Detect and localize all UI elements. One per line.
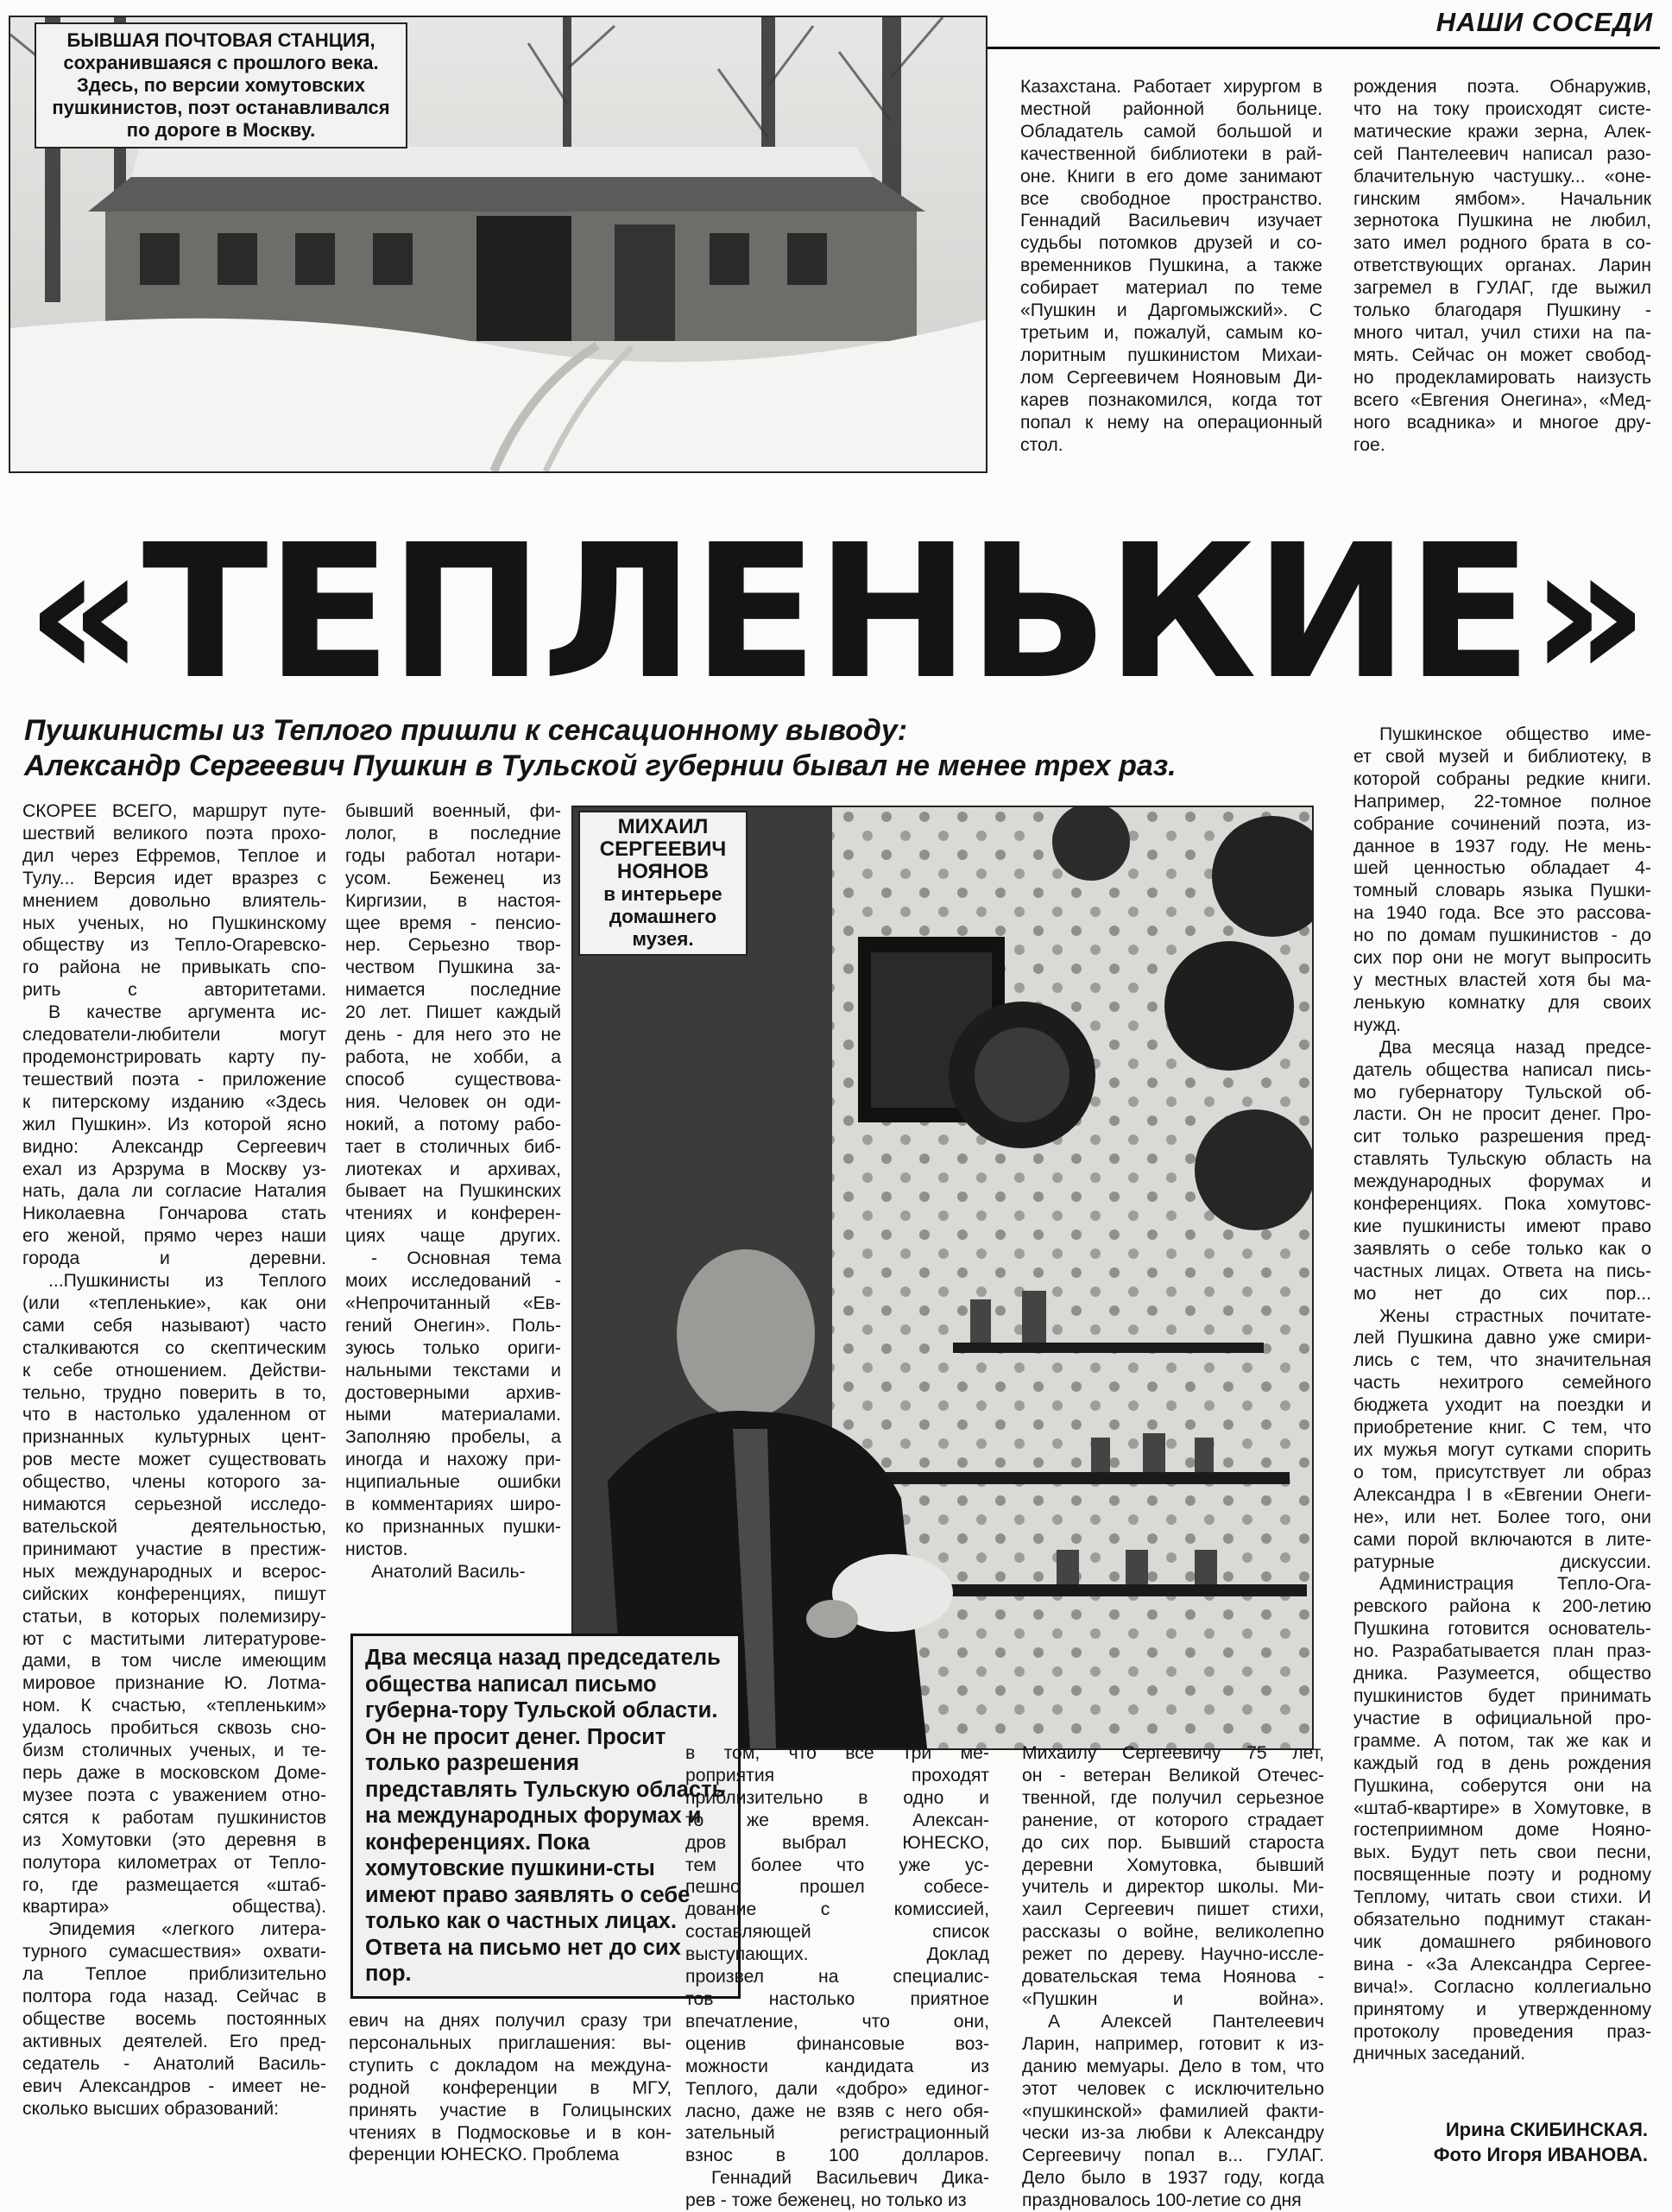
text-line: персональных приглашения: вы- (349, 2032, 672, 2053)
text-line: Дело было в 1937 году, когда (1022, 2168, 1324, 2189)
text-line: города и деревни. (22, 1248, 326, 1269)
text-line: ревского района к 200-летию (1353, 1596, 1651, 1617)
text-line: «пушкинской» фамилией факти- (1022, 2101, 1324, 2121)
text-line: все свободное пространство. (1020, 188, 1322, 209)
text-line: то же время. Алексан- (685, 1810, 989, 1830)
text-line: гений Онегин». Поль- (345, 1315, 561, 1336)
text-line: гинским ямбом». Начальник (1353, 188, 1651, 209)
text-line: Обладатель самой большой и (1020, 121, 1322, 142)
text-line: нимаются серьезной исследо- (22, 1495, 326, 1515)
lead-line: Александр Сергеевич Пушкин в Тульской губернии бывал не менее трех раз. (24, 749, 1177, 782)
text-line: матические кражи зерна, Алек- (1353, 121, 1651, 142)
text-line: карев познакомился, когда тот (1020, 389, 1322, 410)
photo-postal-station (9, 16, 987, 473)
text-line: достоверными архив- (345, 1382, 561, 1403)
text-line: обществу из Тепло-Огаревско- (22, 935, 326, 956)
text-line: праздновалось 100-летие со дня (1022, 2190, 1302, 2211)
text-line: Казахстана. Работает хирургом в (1020, 77, 1322, 97)
text-line: работа, не хобби, а (345, 1046, 561, 1067)
text-line: сийских конференциях, пишут (22, 1583, 326, 1604)
text-line: дование с комиссией, (685, 1899, 989, 1920)
text-line: много читал, учил стихи на па- (1353, 322, 1651, 343)
text-line: гостеприимном доме Нояно- (1353, 1820, 1651, 1841)
text-line: он - ветеран Великой Отечес- (1022, 1765, 1324, 1785)
text-line: взнос в 100 долларов. (685, 2146, 989, 2166)
text-line: нокий, а потому рабо- (345, 1114, 561, 1134)
text-line: кие пушкинисты имеют право (1353, 1216, 1651, 1236)
text-line: обязательно поднимут стакан- (1353, 1910, 1651, 1931)
text-line: этот человек с исключительно (1022, 2078, 1324, 2099)
text-line: Теплому, читать свои стихи. И (1353, 1887, 1651, 1908)
text-line: ступить с докладом на междуна- (349, 2055, 672, 2076)
text-line: конференциях. Пока хомутовс- (1353, 1194, 1651, 1215)
text-line: ференции ЮНЕСКО. Проблема (349, 2145, 620, 2165)
text-line: всего «Евгения Онегина», «Мед- (1353, 389, 1651, 410)
text-line: «штаб-квартире» в Хомутовке, в (1353, 1798, 1651, 1818)
text-line: щее время - пенсио- (345, 913, 561, 933)
text-line: к себе отношением. Действи- (22, 1360, 326, 1381)
text-line: «Непрочитанный «Ев- (345, 1292, 561, 1313)
text-line: лись с тем, что значительная (1353, 1350, 1651, 1371)
text-line: полтора года назад. Сейчас в (22, 1987, 326, 2007)
text-line: чтениях и конферен- (345, 1204, 561, 1224)
text-line: их мужья могут сутками спорить (1353, 1440, 1651, 1460)
text-line: вательской деятельностью, (22, 1517, 326, 1537)
text-line: го, где размещается «штаб- (22, 1874, 326, 1895)
text-line: лолог, в последние (345, 823, 561, 844)
lead-subtitle (24, 713, 1353, 784)
text-line: участие в официальной про- (1353, 1708, 1651, 1729)
text-line: принимают участие в престиж- (22, 1539, 326, 1559)
text-line: твенной, где получил серьезное (1022, 1787, 1324, 1808)
text-line: гое. (1353, 434, 1385, 455)
text-line: ных ученых, но Пушкинскому (22, 913, 326, 933)
byline (1434, 2117, 1648, 2167)
text-line: удалось пробиться сквозь сно- (22, 1718, 326, 1739)
text-line: годы работал нотари- (345, 845, 561, 866)
text-line: дров выбрал ЮНЕСКО, (685, 1832, 989, 1853)
text-line: собирает материал по теме (1020, 278, 1322, 299)
text-line: Сергеевичу попал в... ГУЛАГ. (1022, 2146, 1324, 2166)
text-line: дами, в том числе имеющим (22, 1651, 326, 1672)
photo-mid-caption (578, 811, 748, 956)
text-line: ла Теплое приблизительно (22, 1964, 326, 1985)
text-line: Два месяца назад предсе- (1379, 1037, 1651, 1058)
text-line: ного всадника» и многое дру- (1353, 412, 1651, 433)
caption-line: МИХАИЛ (617, 815, 709, 838)
text-line: (или «тепленькие», как они (22, 1292, 326, 1313)
text-line: моих исследований - (345, 1271, 561, 1292)
text-line: ласно, даже не взяв с него обя- (685, 2101, 989, 2121)
text-line: чтениях в Подмосковье и в кон- (349, 2122, 672, 2143)
text-line: ном. К счастью, «тепленьким» (22, 1696, 326, 1716)
text-line: день - для него это не (345, 1025, 561, 1046)
text-line: полутора километрах от Тепло- (22, 1852, 326, 1873)
pull-quote: Два месяца назад председатель общества написал письмо губерна-тору Тульской области. Он не просит денег. Просит только разрешения представлять Тульскую область на международных форумах и конференциях. Пока хомутовские пушкини-сты имеют право заявлять о себе только как о частных лицах. Ответа на письмо нет до сих пор. (350, 1634, 741, 1999)
text-line: турного сумасшествия» охвати- (22, 1942, 326, 1962)
text-line: 20 лет. Пишет каждый (345, 1002, 561, 1023)
text-line: квартира» общества). (22, 1897, 326, 1918)
text-line: евич Александров - имеет не- (22, 2076, 326, 2096)
text-line: признанных культурных цент- (22, 1427, 326, 1448)
text-line: сами себя называют) часто (22, 1315, 326, 1336)
text-line: составляющей список (685, 1922, 989, 1943)
text-line: перь даже в московском Доме- (22, 1762, 326, 1783)
text-line: лей Пушкина давно уже смири- (1353, 1328, 1651, 1349)
text-line: мировое признание Ю. Лотма- (22, 1673, 326, 1694)
text-line: его женой, прямо через наши (22, 1226, 326, 1247)
text-line: мо нет до сих пор... (1353, 1283, 1651, 1304)
text-line: но. Разрабатывается план праз- (1353, 1641, 1651, 1662)
author-name: Ирина СКИБИНСКАЯ. (1445, 2119, 1648, 2140)
text-line: оне. Книги в его доме занимают (1020, 166, 1322, 186)
text-line: Киргизии, в настоя- (345, 890, 561, 911)
text-line: циях чаще других. (345, 1226, 561, 1247)
article-column-a (22, 800, 326, 2120)
text-line: ехал из Арзрума в Москву уз- (22, 1159, 326, 1179)
caption-line: сохранившаяся с прошлого века. (63, 52, 379, 73)
text-line: рить с авторитетами. (22, 980, 326, 1001)
text-line: сталкиваются со скептическим (22, 1337, 326, 1358)
text-line: музее поэта с уважением отно- (22, 1785, 326, 1805)
text-line: ют с маститыми литературове- (22, 1628, 326, 1649)
text-line: каждый год в день рождения (1353, 1753, 1651, 1773)
text-line: не», или нет. Более того, они (1353, 1507, 1651, 1527)
text-line: которой собраны редкие книги. (1353, 768, 1651, 789)
text-line: стол. (1020, 434, 1063, 455)
text-line: но по домам пушкинистов - до (1353, 926, 1651, 946)
top-column-2 (1353, 76, 1651, 456)
text-line: ния. Человек он оди- (345, 1091, 561, 1112)
section-rubric: НАШИ СОСЕДИ (1435, 7, 1653, 37)
article-column-b (345, 800, 561, 1583)
text-line: общество, члены которого за- (22, 1472, 326, 1493)
text-line: выступающих. Доклад (685, 1944, 989, 1965)
text-line: Пушкина, соберутся они на (1353, 1775, 1651, 1796)
text-line: Геннадий Васильевич изучает (1020, 211, 1322, 231)
text-line: рождения поэта. Обнаружив, (1353, 77, 1651, 97)
article-column-c (685, 1742, 989, 2212)
text-line: можности кандидата из (685, 2056, 989, 2076)
text-line: ранение, от которого страдает (1022, 1810, 1324, 1830)
text-line: Тулу... Версия идет вразрез с (22, 868, 326, 888)
text-line: «Пушкин и война». (1022, 1988, 1324, 2009)
text-line: произвел на специалис- (685, 1967, 989, 1988)
text-line: временников Пушкина, а также (1020, 256, 1322, 276)
article-column-e (1353, 724, 1651, 2065)
caption-line: БЫВШАЯ ПОЧТОВАЯ СТАНЦИЯ, (66, 29, 375, 51)
text-line: «Пушкин и Даргомыжский». С (1020, 300, 1322, 321)
text-line: принятому и утвержденному (1353, 1999, 1651, 2019)
text-line: деревни Хомутовка, бывший (1022, 1855, 1324, 1875)
text-line: нер. Серьезно твор- (345, 935, 561, 956)
text-line: приобретение книг. С тем, что (1353, 1418, 1651, 1438)
text-line: рассказы о войне, великолепно (1022, 1922, 1324, 1943)
text-line: лоритным пушкинистом Михаи- (1020, 344, 1322, 365)
text-line: о том, присутствует ли образ (1353, 1462, 1651, 1482)
caption-line: пушкинистов, поэт останавливался (52, 97, 390, 118)
text-line: третьим и, пожалуй, самым ко- (1020, 322, 1322, 343)
text-line: роприятия проходят (685, 1765, 989, 1785)
text-line: протоколу проведения праз- (1353, 2021, 1651, 2042)
text-line: вина - «За Александра Сергее- (1353, 1954, 1651, 1975)
text-line: дника. Разумеется, общество (1353, 1664, 1651, 1684)
text-line: приблизительно в одно и (685, 1787, 989, 1808)
text-line: посвященные поэту и родному (1353, 1865, 1651, 1886)
text-line: в комментариях широ- (345, 1495, 561, 1515)
text-line: В качестве аргумента ис- (48, 1002, 326, 1023)
text-line: Теплого, дали «добро» единог- (685, 2078, 989, 2099)
text-line: заявлять о себе только как о (1353, 1238, 1651, 1259)
text-line: Эпидемия «легкого литера- (48, 1919, 326, 1940)
text-line: принять участие в Голицынских (349, 2100, 672, 2120)
text-line: частных лицах. Ответа на пись- (1353, 1261, 1651, 1281)
text-line: собрание сочинений поэта, из- (1353, 813, 1651, 834)
text-line: шествий великого поэта прохо- (22, 823, 326, 844)
text-line: сами порой включаются в лите- (1353, 1529, 1651, 1550)
text-line: бюджета уходит на поездки и (1353, 1395, 1651, 1416)
text-line: бизм столичных ученых, и те- (22, 1741, 326, 1761)
text-line: усом. Беженец из (345, 868, 561, 888)
caption-line: Здесь, по версии хомутовских (76, 74, 366, 96)
text-line: данию мемуары. Дело в том, что (1022, 2056, 1324, 2076)
text-line: ратурные дискуссии. (1353, 1552, 1651, 1572)
text-line: нимается последние (345, 980, 561, 1001)
text-line: вых. Будут петь свои песни, (1353, 1842, 1651, 1863)
text-line: но продекламировать наизусть (1353, 367, 1651, 388)
text-line: иногда и нахожу при- (345, 1450, 561, 1470)
text-line: что на току происходят систе- (1353, 98, 1651, 119)
text-line: Михаилу Сергеевичу 75 лет, (1022, 1743, 1324, 1763)
text-line: впечатление, что они, (685, 2011, 989, 2032)
text-line: седатель - Анатолий Василь- (22, 2053, 326, 2074)
text-line: зернотока Пушкина не любил, (1353, 211, 1651, 231)
text-line: СКОРЕЕ ВСЕГО, маршрут путе- (22, 801, 326, 821)
text-line: до сих пор. Бывший староста (1022, 1832, 1324, 1853)
text-line: Анатолий Василь- (371, 1561, 526, 1582)
text-line: евич на днях получил сразу три (349, 2011, 672, 2031)
text-line: бывает на Пушкинских (345, 1181, 561, 1202)
text-line: местной районной больнице. (1020, 98, 1322, 119)
text-line: качественной библиотеки в рай- (1020, 143, 1322, 164)
article-column-b-bottom (349, 2010, 672, 2166)
text-line: зательный регистрационный (685, 2123, 989, 2144)
text-line: мять. Сейчас он может свобод- (1353, 344, 1651, 365)
article-column-d (1022, 1742, 1324, 2212)
text-line: бывший военный, фи- (345, 801, 561, 821)
text-line: Ларин, например, готовит к из- (1022, 2033, 1324, 2054)
text-line: пешно прошел собесе- (685, 1877, 989, 1898)
text-line: нципиальные ошибки (345, 1472, 561, 1493)
text-line: продемонстрировать карту пу- (22, 1046, 326, 1067)
text-line: активных деятелей. Его пред- (22, 2031, 326, 2051)
text-line: способ существова- (345, 1069, 561, 1090)
text-line: следователи-любители могут (22, 1025, 326, 1046)
text-line: мо губернатору Тульской об- (1353, 1082, 1651, 1103)
text-line: учитель и директор школы. Ми- (1022, 1877, 1324, 1898)
text-line: Например, 22-томное полное (1353, 791, 1651, 812)
text-line: чеством Пушкина за- (345, 957, 561, 978)
text-line: вича!». Согласно коллегиально (1353, 1976, 1651, 1997)
text-line: шей ценностью обладает 4- (1353, 858, 1651, 879)
text-line: тельно, трудно поверить в то, (22, 1382, 326, 1403)
top-column-1 (1020, 76, 1322, 456)
text-line: тает в столичных биб- (345, 1136, 561, 1157)
text-line: сей Пантелеевич написал разо- (1353, 143, 1651, 164)
text-line: загремел в ГУЛАГ, где выжил (1353, 278, 1651, 299)
text-line: ставлять Тульскую область на (1353, 1149, 1651, 1170)
text-line: на 1940 года. Все это рассова- (1353, 903, 1651, 924)
text-line: у местных властей хотя бы ма- (1353, 970, 1651, 990)
text-line: что в настолько удаленном от (22, 1405, 326, 1425)
text-line: томный словарь языка Пушки- (1353, 881, 1651, 901)
text-line: сятся к работам пушкинистов (22, 1807, 326, 1828)
text-line: Николаевна Гончарова стать (22, 1204, 326, 1224)
text-line: лом Сергеевичем Нояновым Ди- (1020, 367, 1322, 388)
text-line: тем более что уже ус- (685, 1855, 989, 1875)
text-line: нать, дала ли согласие Наталия (22, 1181, 326, 1202)
text-line: А Алексей Пантелеевич (1048, 2011, 1324, 2032)
text-line: сих пор они не могут выпросить (1353, 948, 1651, 969)
text-line: режет по дереву. Научно-иссле- (1022, 1944, 1324, 1965)
text-line: мнением довольно влиятель- (22, 890, 326, 911)
text-line: - Основная тема (371, 1248, 561, 1269)
text-line: Жены страстных почитате- (1379, 1305, 1651, 1326)
text-line: Геннадий Васильевич Дика- (711, 2168, 989, 2189)
text-line: обществе восемь постоянных (22, 2008, 326, 2029)
text-line: рев - тоже беженец, но только из (685, 2190, 967, 2211)
text-line: оценив финансовые воз- (685, 2033, 989, 2054)
text-line: нальными текстами и (345, 1360, 561, 1381)
text-line: ласти. Он не просит денег. Про- (1353, 1104, 1651, 1125)
text-line: сит только разрешения пред- (1353, 1127, 1651, 1147)
text-line: Заполняю пробелы, а (345, 1427, 561, 1448)
text-line: из Хомутовки (это деревня в (22, 1830, 326, 1850)
text-line: ответствующих органах. Ларин (1353, 256, 1651, 276)
text-line: хаил Сергеевич пишет стихи, (1022, 1899, 1324, 1920)
lead-line: Пушкинисты из Теплого пришли к сенсационному выводу: (24, 714, 908, 747)
text-line: жил Пушкин». Из которой ясно (22, 1114, 326, 1134)
text-line: Администрация Тепло-Ога- (1379, 1574, 1651, 1595)
caption-line: по дороге в Москву. (126, 119, 316, 141)
text-line: Александра I в «Евгении Онеги- (1353, 1484, 1651, 1505)
caption-line: СЕРГЕЕВИЧ (599, 837, 727, 861)
text-line: в том, что все три ме- (685, 1743, 989, 1763)
text-line: сколько высших образований: (22, 2098, 279, 2119)
text-line: тешествий поэта - приложение (22, 1069, 326, 1090)
text-line: ными материалами. (345, 1405, 561, 1425)
text-line: зато имел родного брата в со- (1353, 233, 1651, 254)
text-line: международных форумах и (1353, 1172, 1651, 1192)
text-line: судьбы потомков друзей и со- (1020, 233, 1322, 254)
text-line: дил через Ефремов, Теплое и (22, 845, 326, 866)
text-line: родной конференции в МГУ, (349, 2077, 672, 2098)
headline: «ТЕПЛЕНЬКИЕ» (25, 505, 1647, 720)
text-line: ко признанных пушки- (345, 1517, 561, 1537)
caption-line: в интерьере (603, 883, 722, 905)
text-line: чик домашнего рябинового (1353, 1931, 1651, 1952)
caption-line: домашнего (609, 906, 717, 927)
caption-line: НОЯНОВ (616, 860, 710, 883)
caption-line: музея. (632, 928, 694, 950)
text-line: нужд. (1353, 1014, 1401, 1035)
text-line: данное в 1937 году. Не мень- (1353, 836, 1651, 856)
text-line: статьи, в которых полемизиру- (22, 1606, 326, 1627)
text-line: пушкинистов будет принимать (1353, 1685, 1651, 1706)
text-line: ров месте может существовать (22, 1450, 326, 1470)
text-line: нистов. (345, 1539, 408, 1559)
text-line: го района не привыкать спо- (22, 957, 326, 978)
photo-top-caption (35, 22, 407, 149)
photo-noyanov (571, 806, 1314, 1750)
text-line: ет свой музей и библиотеку, в (1353, 746, 1651, 767)
text-line: датель общества написал пись- (1353, 1059, 1651, 1080)
text-line: грамме. А потом, так же как и (1353, 1730, 1651, 1751)
text-line: только благодаря Пушкину - (1353, 300, 1651, 321)
text-line: ...Пушкинисты из Теплого (48, 1271, 326, 1292)
text-line: дничных заседаний. (1353, 2044, 1526, 2064)
text-line: часть нехитрого семейного (1353, 1373, 1651, 1394)
text-line: попал к нему на операционный (1020, 412, 1322, 433)
text-line: лиотеках и архивах, (345, 1159, 561, 1179)
text-line: тов настолько приятное (685, 1988, 989, 2009)
photographer-name: Фото Игоря ИВАНОВА. (1433, 2144, 1648, 2165)
text-line: к питерскому изданию «Здесь (22, 1091, 326, 1112)
text-line: видно: Александр Сергеевич (22, 1136, 326, 1157)
text-line: довательская тема Ноянова - (1022, 1967, 1324, 1988)
text-line: зуюсь только ориги- (345, 1337, 561, 1358)
text-line: ленькую комнатку для своих (1353, 992, 1651, 1013)
text-line: блачительную частушку... «оне- (1353, 166, 1651, 186)
text-line: чески из-за любви к Александру (1022, 2123, 1324, 2144)
text-line: Пушкина готовится основатель- (1353, 1619, 1651, 1640)
text-line: ных международных и всерос- (22, 1561, 326, 1582)
text-line: Пушкинское общество име- (1379, 724, 1651, 744)
